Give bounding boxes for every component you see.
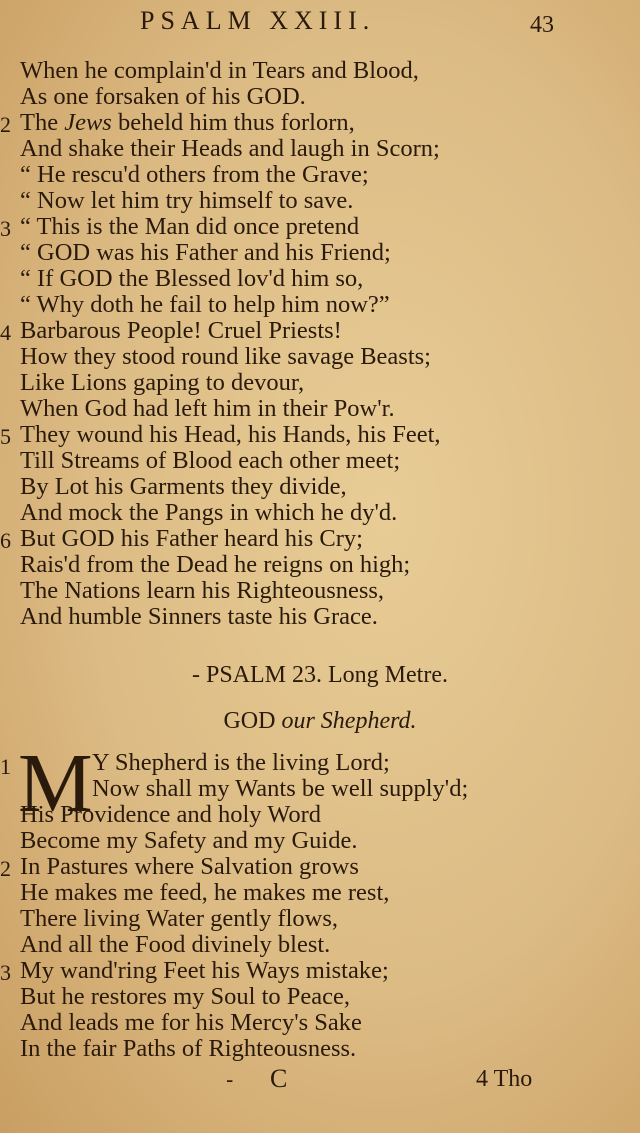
verse-line: He makes me feed, he makes me rest, [20, 879, 390, 906]
verse-line: And humble Sinners taste his Grace. [20, 603, 378, 630]
running-title: PSALM XXIII. [140, 6, 376, 35]
verse-line: In Pastures where Salvation grows [20, 853, 359, 880]
verse-line: The Jews beheld him thus forlorn, [20, 109, 355, 136]
verse-line: By Lot his Garments they divide, [20, 473, 347, 500]
catchword: 4 Tho [476, 1066, 533, 1092]
verse-line: And shake their Heads and laugh in Scorn; [20, 135, 440, 162]
stanza-number: 4 [0, 320, 11, 345]
signature-mark: C [270, 1064, 288, 1093]
stanza-number: 3 [0, 216, 11, 241]
verse-line: But GOD his Father heard his Cry; [20, 525, 363, 552]
verse-line: The Nations learn his Righteousness, [20, 577, 385, 604]
verse-line: “ He rescu'd others from the Grave; [20, 161, 369, 188]
verse-line: And mock the Pangs in which he dy'd. [20, 499, 398, 526]
drop-cap: M [18, 737, 93, 830]
psalm-subheading: GOD our Shepherd. [223, 708, 417, 734]
verse-line: Barbarous People! Cruel Priests! [20, 317, 342, 344]
footer-dash: - [226, 1068, 234, 1093]
verse-line: Become my Safety and my Guide. [20, 827, 358, 854]
verse-line: When God had left him in their Pow'r. [20, 395, 395, 422]
verse-line: “ GOD was his Father and his Friend; [20, 239, 391, 266]
verse-line: Y Shepherd is the living Lord; [92, 749, 390, 776]
psalm-heading: - PSALM 23. Long Metre. [192, 662, 448, 688]
stanza-number: 2 [0, 856, 11, 881]
verse-line: In the fair Paths of Righteousness. [20, 1035, 357, 1062]
stanza-number: 6 [0, 528, 11, 553]
page-number: 43 [530, 12, 554, 38]
stanza-number: 2 [0, 112, 11, 137]
running-head [0, 4, 640, 40]
verse-line: “ This is the Man did once pretend [20, 213, 360, 240]
verse-line: “ If GOD the Blessed lov'd him so, [20, 265, 364, 292]
verse-line: His Providence and holy Word [20, 801, 322, 828]
verse-line: When he complain'd in Tears and Blood, [20, 57, 419, 84]
verse-line: My wand'ring Feet his Ways mistake; [20, 957, 389, 984]
verse-line: Till Streams of Blood each other meet; [20, 447, 401, 474]
verse-line: And all the Food divinely blest. [20, 931, 331, 958]
verse-line: And leads me for his Mercy's Sake [20, 1009, 362, 1036]
verse-line: “ Now let him try himself to save. [20, 187, 354, 214]
stanza-number: 5 [0, 424, 11, 449]
verse-line: As one forsaken of his GOD. [20, 83, 306, 110]
verse-line: Like Lions gaping to devour, [20, 369, 305, 396]
verse-line: Now shall my Wants be well supply'd; [92, 775, 469, 802]
verse-line: Rais'd from the Dead he reigns on high; [20, 551, 411, 578]
verse-line: “ Why doth he fail to help him now?” [20, 291, 390, 318]
stanza-number: 1 [0, 754, 11, 779]
verse-line: But he restores my Soul to Peace, [20, 983, 351, 1010]
verse-line: There living Water gently flows, [20, 905, 339, 932]
stanza-number: 3 [0, 960, 11, 985]
verse-line: How they stood round like savage Beasts; [20, 343, 431, 370]
verse-line: They wound his Head, his Hands, his Feet, [20, 421, 441, 448]
